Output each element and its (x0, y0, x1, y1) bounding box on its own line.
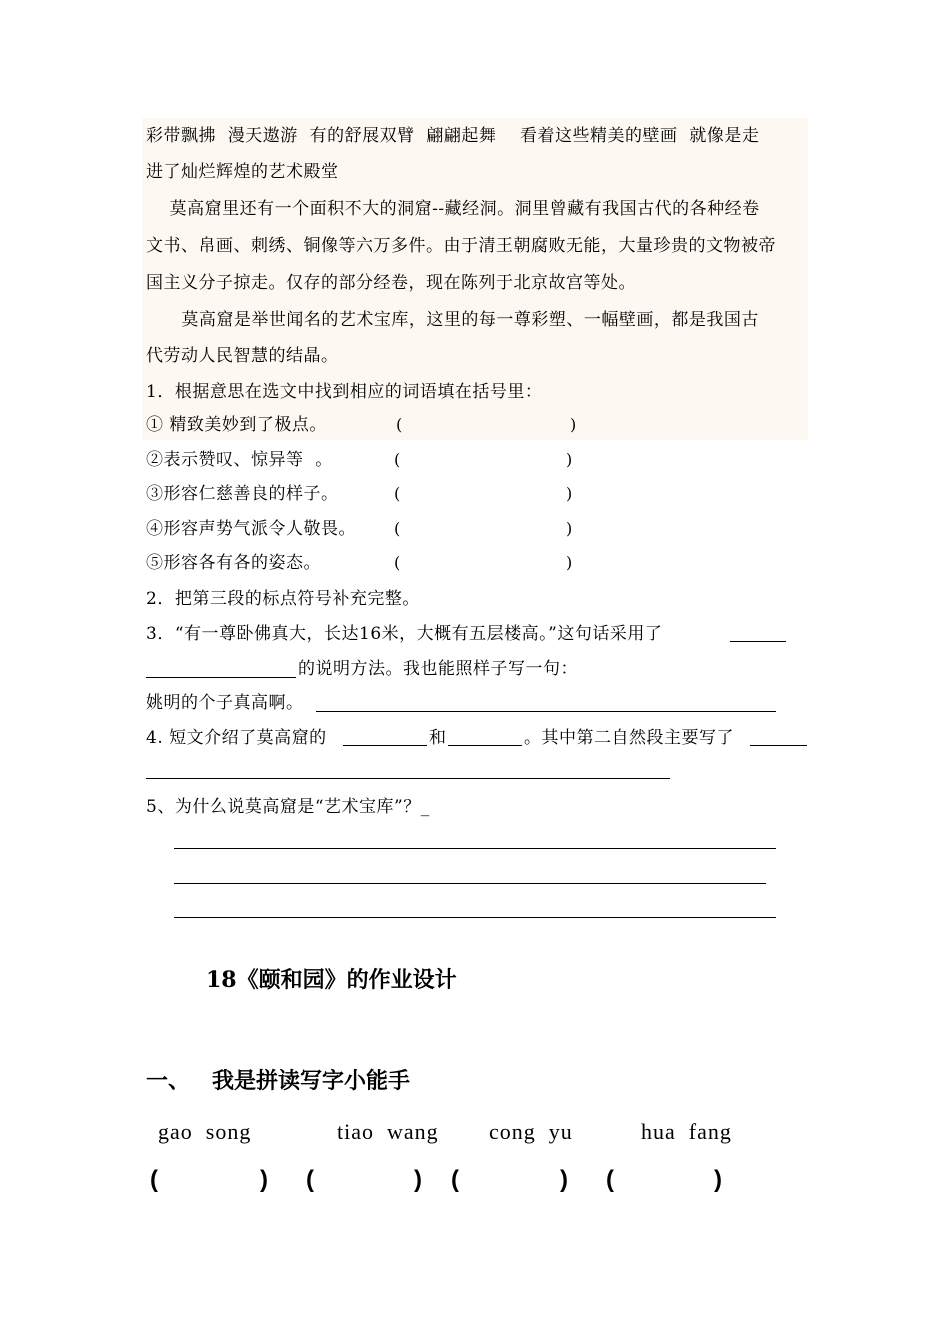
passage-line-4: 文书、帛画、刺绣、铜像等六万多件。由于清王朝腐败无能，大量珍贵的文物被帝 (146, 236, 776, 256)
answer-blank[interactable] (343, 745, 427, 746)
answer-paren-open: ( (306, 1166, 314, 1193)
question-1-item-3: ③形容仁慈善良的样子。 (146, 484, 339, 504)
passage-line-3: 莫高窟里还有一个面积不大的洞窟--藏经洞。洞里曾藏有我国古代的各种经卷 (146, 199, 760, 219)
answer-blank[interactable] (750, 745, 807, 746)
question-1-title: 1．根据意思在选文中找到相应的词语填在括号里： (146, 382, 543, 402)
question-5: 5、为什么说莫高窟是“艺术宝库”？_ (146, 797, 430, 817)
answer-blank[interactable] (146, 778, 670, 779)
answer-paren-open: ( (451, 1166, 459, 1193)
answer-blank[interactable] (316, 711, 776, 712)
answer-paren-open: ( (394, 450, 401, 469)
answer-paren-open: ( (394, 484, 401, 503)
answer-paren-open: ( (396, 415, 403, 434)
answer-paren-close: ) (260, 1166, 268, 1193)
answer-paren-close: ) (714, 1166, 722, 1193)
question-2: 2．把第三段的标点符号补充完整。 (146, 589, 420, 609)
passage-line-6: 莫高窟是举世闻名的艺术宝库，这里的每一尊彩塑、一幅壁画，都是我国古 (146, 310, 759, 330)
answer-blank[interactable] (448, 745, 522, 746)
answer-paren-close: ) (566, 553, 573, 572)
answer-line[interactable] (174, 883, 766, 884)
answer-line[interactable] (174, 848, 776, 849)
answer-paren-open: ( (606, 1166, 614, 1193)
part-1-title: 我是拼读写字小能手 (212, 1068, 411, 1094)
part-1-number: 一、 (146, 1068, 191, 1094)
question-4-part-2: 和 (429, 728, 447, 748)
question-1-item-4: ④形容声势气派令人敬畏。 (146, 519, 356, 539)
section-title: 18《颐和园》的作业设计 (206, 967, 457, 993)
question-1-item-1: ① 精致美妙到了极点。 (146, 415, 327, 435)
pinyin-1: gao song (158, 1119, 252, 1144)
pinyin-2: tiao wang (337, 1119, 439, 1144)
question-3-line-2: 的说明方法。我也能照样子写一句： (298, 659, 578, 679)
answer-paren-close: ) (566, 484, 573, 503)
question-1-item-2: ②表示赞叹、惊异等 。 (146, 450, 333, 470)
answer-paren-close: ) (560, 1166, 568, 1193)
pinyin-3: cong yu (489, 1119, 573, 1144)
answer-paren-close: ) (570, 415, 577, 434)
answer-blank[interactable] (730, 641, 786, 642)
passage-line-7: 代劳动人民智慧的结晶。 (146, 346, 339, 366)
answer-paren-open: ( (150, 1166, 158, 1193)
passage-line-1: 彩带飘拂 漫天遨游 有的舒展双臂 翩翩起舞 看着这些精美的壁画 就像是走 (146, 126, 760, 146)
answer-paren-open: ( (394, 519, 401, 538)
question-3-line-1: 3．“有一尊卧佛真大，长达16米，大概有五层楼高。”这句话采用了 (146, 624, 663, 644)
question-1-item-5: ⑤形容各有各的姿态。 (146, 553, 321, 573)
passage-line-5: 国主义分子掠走。仅存的部分经卷，现在陈列于北京故宫等处。 (146, 273, 636, 293)
answer-blank[interactable] (146, 677, 296, 678)
passage-line-2: 进了灿烂辉煌的艺术殿堂 (146, 162, 339, 182)
answer-paren-close: ) (414, 1166, 422, 1193)
pinyin-4: hua fang (641, 1119, 732, 1144)
answer-line[interactable] (174, 917, 776, 918)
answer-paren-close: ) (566, 450, 573, 469)
question-4-part-3: 。其中第二自然段主要写了 (524, 728, 734, 748)
answer-paren-open: ( (394, 553, 401, 572)
question-4-part-1: 4. 短文介绍了莫高窟的 (146, 728, 327, 748)
question-3-line-3: 姚明的个子真高啊。 (146, 693, 304, 713)
answer-paren-close: ) (566, 519, 573, 538)
